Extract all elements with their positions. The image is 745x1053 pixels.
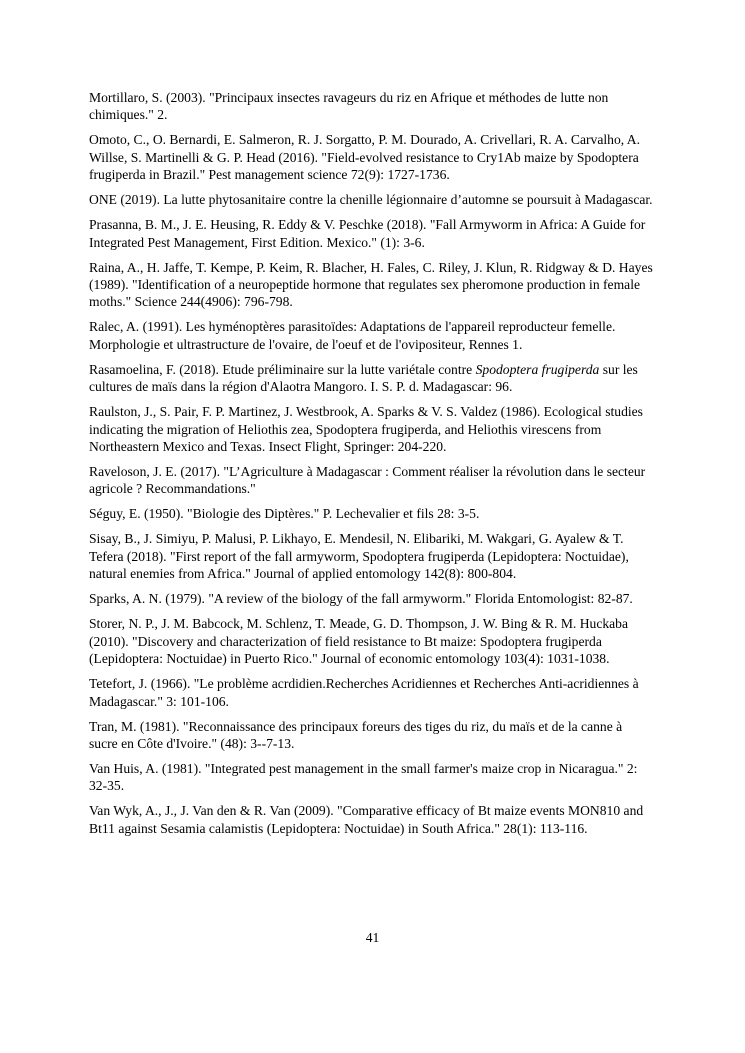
reference-entry: Omoto, C., O. Bernardi, E. Salmeron, R. J. Sorgatto, P. M. Dourado, A. Crivellari, R. A. Carvalho, A. Willse, S. Martinelli & G. P. Head (2016). "Field‐evolved resistance to Cry1Ab maize by Spodoptera frugiperda in Brazil." Pest management science 72(9): 1727-1736. (89, 132, 641, 183)
reference-entry: Van Wyk, A., J., J. Van den & R. Van (2009). "Comparative efficacy of Bt maize events MON810 and Bt11 against Sesamia calamistis (Lepidoptera: Noctuidae) in South Africa." 28(1): 113-116. (89, 803, 644, 836)
reference-entry: Mortillaro, S. (2003). "Principaux insectes ravageurs du riz en Afrique et méthodes de lutte non chimiques." 2. (89, 90, 609, 123)
reference-entry: Sparks, A. N. (1979). "A review of the biology of the fall armyworm." Florida Entomologist: 82-87. (89, 591, 633, 607)
reference-entry: Raulston, J., S. Pair, F. P. Martinez, J. Westbrook, A. Sparks & V. S. Valdez (1986). Ecological studies indicating the migration of Heliothis zea, Spodoptera frugiperda, and Heliothis virescens from Northeastern Mexico and Texas. Insect Flight, Springer: 204-220. (89, 404, 643, 455)
reference-entry: ONE (2019). La lutte phytosanitaire contre la chenille légionnaire d’automne se poursuit à Madagascar. (89, 192, 653, 208)
reference-entry: Ralec, A. (1991). Les hyménoptères parasitoïdes: Adaptations de l'appareil reproducteur femelle. Morphologie et ultrastructure de l'ovaire, de l'oeuf et de l'ovipositeur, Rennes 1. (89, 319, 616, 352)
species-name-italic: Spodoptera frugiperda (475, 361, 600, 377)
reference-entry (89, 361, 653, 396)
reference-entry: Storer, N. P., J. M. Babcock, M. Schlenz, T. Meade, G. D. Thompson, J. W. Bing & R. M. Huckaba (2010). "Discovery and characterization of field resistance to Bt maize: Spodoptera frugiperda (Lepidoptera: Noctuidae) in Puerto Rico." Journal of economic entomology 103(4): 1031-1038. (89, 616, 629, 667)
reference-list (89, 89, 653, 845)
reference-entry: Van Huis, A. (1981). "Integrated pest management in the small farmer's maize crop in Nicaragua." 2: 32-35. (89, 760, 638, 794)
reference-entry: Tran, M. (1981). "Reconnaissance des principaux foreurs des tiges du riz, du maïs et de la canne à sucre en Côte d'Ivoire." (48): 3--7-13. (89, 718, 623, 751)
reference-entry: Séguy, E. (1950). "Biologie des Diptères." P. Lechevalier et fils 28: 3-5. (89, 506, 480, 522)
reference-entry: Raina, A., H. Jaffe, T. Kempe, P. Keim, R. Blacher, H. Fales, C. Riley, J. Klun, R. Ridgway & D. Hayes (1989). "Identification of a neuropeptide hormone that regulates sex pheromone production in female moths." Science 244(4906): 796-798. (89, 259, 653, 310)
reference-text: sur les cultures de maïs dans la région d'Alaotra Mangoro. I. S. P. d. Madagascar: 96. (89, 361, 638, 395)
reference-entry: Sisay, B., J. Simiyu, P. Malusi, P. Likhayo, E. Mendesil, N. Elibariki, M. Wakgari, G. Ayalew & T. Tefera (2018). "First report of the fall armyworm, Spodoptera frugiperda (Lepidoptera: Noctuidae), natural enemies from Africa." Journal of applied entomology 142(8): 800-804. (89, 531, 629, 582)
reference-entry: Tetefort, J. (1966). "Le problème acrdidien.Recherches Acridiennes et Recherches Anti-acridiennes à Madagascar." 3: 101-106. (89, 676, 639, 709)
reference-entry: Prasanna, B. M., J. E. Heusing, R. Eddy & V. Peschke (2018). "Fall Armyworm in Africa: A Guide for Integrated Pest Management, First Edition. Mexico." (1): 3-6. (89, 217, 646, 250)
reference-entry: Raveloson, J. E. (2017). "L’Agriculture à Madagascar : Comment réaliser la révolution dans le secteur agricole ? Recommandations." (89, 464, 646, 497)
page-number: 41 (365, 930, 380, 945)
reference-text: Rasamoelina, F. (2018). Etude préliminaire sur la lutte variétale contre (89, 361, 476, 377)
